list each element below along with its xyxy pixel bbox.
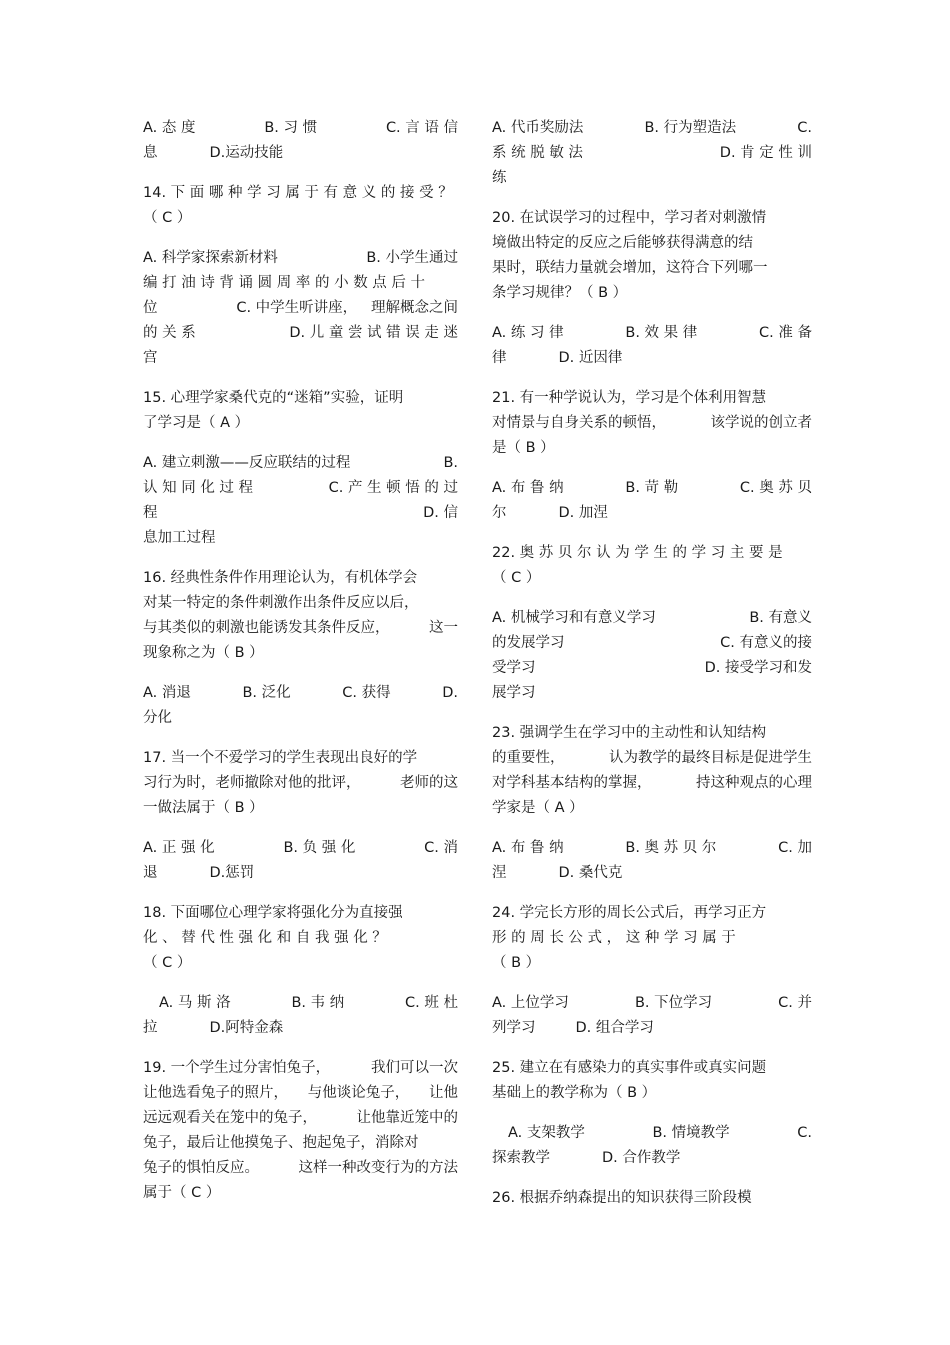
- text-line: 22. 奥 苏 贝 尔 认 为 学 生 的 学 习 主 要 是: [492, 545, 783, 561]
- text-line: 尔: [492, 505, 507, 521]
- text-line: 探索教学: [492, 1150, 550, 1166]
- text-line: （ C ）: [143, 955, 192, 971]
- text-line: C.: [797, 1125, 812, 1141]
- text-line: [492, 1121, 812, 1146]
- text-line: B. 下位学习: [634, 995, 713, 1011]
- text-line: 了学习是（ A ）: [143, 415, 250, 431]
- text-line: D.阿特金森: [209, 1020, 284, 1036]
- text-line: B. 泛化: [242, 685, 291, 701]
- text-line: 25. 建立在有感染力的真实事件或真实问题: [492, 1060, 767, 1076]
- text-line: 列学习: [492, 1020, 536, 1036]
- text-line: [492, 746, 812, 771]
- text-line: （ B ）: [492, 955, 541, 971]
- text-line: [143, 1056, 458, 1081]
- left-column: [143, 116, 458, 1221]
- text-line: B. 苛 勒: [625, 480, 679, 496]
- text-line: 息: [143, 145, 158, 161]
- text-line: 编 打 油 诗 背 诵 圆 周 率 的 小 数 点 后 十: [143, 275, 426, 291]
- text-line: 现象称之为（ B ）: [143, 645, 264, 661]
- question-15: [143, 386, 458, 436]
- text-line: D.运动技能: [209, 145, 284, 161]
- text-line: 18. 下面哪位心理学家将强化分为直接强: [143, 905, 403, 921]
- question-26: [492, 1186, 812, 1211]
- text-line: 一做法属于（ B ）: [143, 800, 264, 816]
- text-line: B. 韦 纳: [291, 995, 345, 1011]
- text-line: [143, 771, 458, 796]
- text-line: A. 马 斯 洛: [159, 995, 231, 1011]
- options-17: [143, 836, 458, 886]
- text-line: 17. 当一个不爱学习的学生表现出良好的学: [143, 750, 418, 766]
- text-line: C. 消: [424, 840, 458, 856]
- text-line: 24. 学完长方形的周长公式后，再学习正方: [492, 905, 767, 921]
- options-23: [492, 836, 812, 886]
- text-line: [492, 116, 812, 141]
- options-22: [492, 606, 812, 706]
- text-line: 让他选看兔子的照片，: [143, 1085, 288, 1101]
- text-line: 境做出特定的反应之后能够获得满意的结: [492, 235, 753, 251]
- text-line: C. 加: [778, 840, 812, 856]
- text-line: [143, 451, 458, 476]
- question-23: [492, 721, 812, 821]
- text-line: 该学说的创立者: [710, 415, 812, 431]
- text-line: D.惩罚: [209, 865, 255, 881]
- text-line: 的重要性，: [492, 750, 565, 766]
- text-line: B. 奥 苏 贝 尔: [625, 840, 717, 856]
- text-line: 息加工过程: [143, 530, 216, 546]
- text-line: 退: [143, 865, 158, 881]
- text-line: 我们可以一次: [371, 1060, 458, 1076]
- text-line: 这样一种改变行为的方法: [298, 1160, 458, 1176]
- text-line: 与其类似的刺激也能诱发其条件反应，: [143, 620, 390, 636]
- text-line: [143, 991, 458, 1016]
- text-line: 让他: [429, 1085, 458, 1101]
- text-line: 化 、 替 代 性 强 化 和 自 我 强 化 ？: [143, 930, 387, 946]
- text-line: A. 机械学习和有意义学习: [492, 610, 656, 626]
- text-line: B. 负 强 化: [283, 840, 356, 856]
- text-line: 16. 经典性条件作用理论认为，有机体学会: [143, 570, 418, 586]
- text-line: 位: [143, 300, 158, 316]
- text-line: [492, 606, 812, 631]
- text-line: [492, 346, 812, 371]
- text-line: 系 统 脱 敏 法: [492, 145, 583, 161]
- text-line: 练: [492, 170, 507, 186]
- text-line: 15. 心理学家桑代克的“迷箱”实验，证明: [143, 390, 404, 406]
- text-line: 认为教学的最终目标是促进学生: [609, 750, 812, 766]
- text-line: [492, 1146, 812, 1171]
- text-line: 宫: [143, 350, 158, 366]
- text-line: [143, 116, 458, 141]
- text-line: [492, 771, 812, 796]
- text-line: 21. 有一种学说认为，学习是个体利用智慧: [492, 390, 767, 406]
- options-15: [143, 451, 458, 551]
- text-line: 受学习: [492, 660, 536, 676]
- options-25: [492, 1121, 812, 1171]
- text-line: B. 行为塑造法: [644, 120, 737, 136]
- text-line: 19. 一个学生过分害怕兔子，: [143, 1060, 331, 1076]
- text-line: 20. 在试误学习的过程中，学习者对刺激情: [492, 210, 767, 226]
- text-line: B. 情境教学: [652, 1125, 730, 1141]
- options-20: [492, 321, 812, 371]
- question-22: [492, 541, 812, 591]
- text-line: D. 儿 童 尝 试 错 误 走 迷: [289, 325, 458, 341]
- question-16: [143, 566, 458, 666]
- text-line: [492, 861, 812, 886]
- text-line: 的发展学习: [492, 635, 565, 651]
- question-25: [492, 1056, 812, 1106]
- text-line: 这一: [429, 620, 458, 636]
- text-line: [143, 681, 458, 706]
- text-line: [492, 631, 812, 656]
- text-line: [143, 861, 458, 886]
- text-line: D. 组合学习: [575, 1020, 654, 1036]
- right-column: [492, 116, 812, 1226]
- text-line: [143, 1081, 458, 1106]
- text-line: A. 正 强 化: [143, 840, 215, 856]
- text-line: D. 桑代克: [558, 865, 623, 881]
- text-line: 理解概念之间: [371, 300, 458, 316]
- text-line: A. 代币奖励法: [492, 120, 584, 136]
- text-line: [492, 656, 812, 681]
- text-line: 认 知 同 化 过 程: [143, 480, 254, 496]
- text-line: D. 肯 定 性 训: [719, 145, 812, 161]
- text-line: 拉: [143, 1020, 158, 1036]
- text-line: A. 布 鲁 纳: [492, 840, 564, 856]
- text-line: A. 科学家探索新材料: [143, 250, 278, 266]
- text-line: 基础上的教学称为（ B ）: [492, 1085, 657, 1101]
- text-line: 对某一特定的条件刺激作出条件反应以后，: [143, 595, 419, 611]
- text-line: 23. 强调学生在学习中的主动性和认知结构: [492, 725, 767, 741]
- text-line: C. 有意义的接: [720, 635, 812, 651]
- text-line: 的 关 系: [143, 325, 196, 341]
- text-line: 果时，联结力量就会增加，这符合下列哪一: [492, 260, 768, 276]
- text-line: 条学习规律？（ B ）: [492, 285, 628, 301]
- question-18: [143, 901, 458, 976]
- text-line: A. 上位学习: [492, 995, 569, 1011]
- text-line: [236, 296, 458, 321]
- text-line: 对学科基本结构的掌握，: [492, 775, 652, 791]
- text-line: B. 习 惯: [264, 120, 318, 136]
- text-line: [492, 836, 812, 861]
- text-line: [143, 1016, 458, 1041]
- text-line: [143, 296, 458, 321]
- text-line: D. 信: [423, 505, 458, 521]
- options-19: [492, 116, 812, 191]
- question-20: [492, 206, 812, 306]
- text-line: C.: [797, 120, 812, 136]
- text-line: [143, 501, 458, 526]
- text-line: [492, 991, 812, 1016]
- options-24: [492, 991, 812, 1041]
- text-line: [492, 141, 812, 166]
- text-line: C. 班 杜: [405, 995, 458, 1011]
- text-line: （ C ）: [143, 210, 192, 226]
- text-line: 26. 根据乔纳森提出的知识获得三阶段模: [492, 1190, 752, 1206]
- text-line: 涅: [492, 865, 507, 881]
- text-line: A. 支架教学: [508, 1125, 585, 1141]
- text-line: C. 准 备: [759, 325, 812, 341]
- text-line: 是（ B ）: [492, 440, 555, 456]
- options-14: [143, 246, 458, 371]
- text-line: C. 言 语 信: [385, 120, 458, 136]
- text-line: [143, 321, 458, 346]
- text-line: 习行为时，老师撤除对他的批评，: [143, 775, 361, 791]
- options-13: [143, 116, 458, 166]
- text-line: C. 产 生 顿 悟 的 过: [328, 480, 458, 496]
- text-line: A. 建立刺激——反应联结的过程: [143, 455, 351, 471]
- text-line: [143, 476, 458, 501]
- text-line: B. 有意义: [749, 610, 812, 626]
- text-line: A. 消退: [143, 685, 191, 701]
- text-line: 展学习: [492, 685, 536, 701]
- text-line: 老师的这: [400, 775, 458, 791]
- text-line: 14. 下 面 哪 种 学 习 属 于 有 意 义 的 接 受 ？: [143, 185, 453, 201]
- question-17: [143, 746, 458, 821]
- text-line: 分化: [143, 710, 172, 726]
- text-line: 兔子，最后让他摸兔子、抱起兔子，消除对: [143, 1135, 419, 1151]
- text-line: [143, 246, 458, 271]
- question-19: [143, 1056, 458, 1206]
- text-line: [492, 411, 812, 436]
- text-line: 律: [492, 350, 507, 366]
- text-line: 学家是（ A ）: [492, 800, 584, 816]
- text-line: [143, 616, 458, 641]
- text-line: [492, 501, 812, 526]
- text-line: 与他谈论兔子，: [307, 1085, 410, 1101]
- options-21: [492, 476, 812, 526]
- text-line: （ C ）: [492, 570, 541, 586]
- text-line: 让他靠近笼中的: [356, 1110, 458, 1126]
- text-line: A. 态 度: [143, 120, 196, 136]
- text-line: B. 效 果 律: [625, 325, 698, 341]
- text-line: 持这种观点的心理: [696, 775, 812, 791]
- text-line: C. 奥 苏 贝: [739, 480, 812, 496]
- text-line: A. 练 习 律: [492, 325, 564, 341]
- text-line: B.: [443, 455, 458, 471]
- text-line: C. 并: [778, 995, 812, 1011]
- text-line: [492, 321, 812, 346]
- text-line: [143, 1106, 458, 1131]
- text-line: 兔子的惧怕反应。: [143, 1160, 259, 1176]
- text-line: 程: [143, 505, 158, 521]
- text-line: [143, 141, 458, 166]
- text-line: [492, 476, 812, 501]
- text-line: 属于（ C ）: [143, 1185, 221, 1201]
- text-line: D.: [442, 685, 458, 701]
- text-line: D. 合作教学: [602, 1150, 681, 1166]
- text-line: C. 获得: [342, 685, 391, 701]
- text-line: 形 的 周 长 公 式 ， 这 种 学 习 属 于: [492, 930, 736, 946]
- question-14: [143, 181, 458, 231]
- text-line: [143, 836, 458, 861]
- text-line: D. 近因律: [558, 350, 623, 366]
- text-line: 对情景与自身关系的顿悟，: [492, 415, 666, 431]
- text-line: B. 小学生通过: [366, 250, 458, 266]
- question-24: [492, 901, 812, 976]
- text-line: D. 加涅: [558, 505, 608, 521]
- text-line: A. 布 鲁 纳: [492, 480, 564, 496]
- text-line: [492, 1016, 812, 1041]
- text-line: C. 中学生听讲座，: [236, 300, 358, 316]
- options-18: [143, 991, 458, 1041]
- options-16: [143, 681, 458, 731]
- text-line: D. 接受学习和发: [704, 660, 812, 676]
- question-21: [492, 386, 812, 461]
- text-line: [143, 1156, 458, 1181]
- text-line: 远远观看关在笼中的兔子，: [143, 1110, 317, 1126]
